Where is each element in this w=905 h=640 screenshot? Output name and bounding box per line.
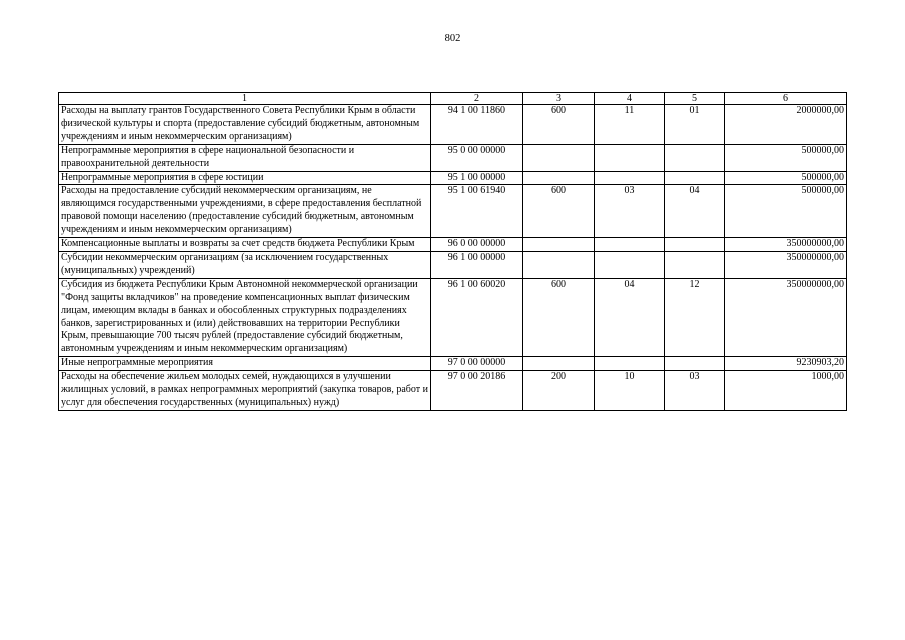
budget-table (58, 92, 847, 411)
row-name: Расходы на выплату грантов Государственного Совета Республики Крым в области физической культуры и спорта (предоставление субсидий бюджетным, автономным учреждениям и иным некоммерческим организациям) (59, 105, 431, 145)
row-target-code: 97 0 00 20186 (431, 371, 523, 411)
row-target-code: 95 1 00 00000 (431, 171, 523, 185)
row-name: Непрограммные мероприятия в сфере юстиции (59, 171, 431, 185)
row-subsection (665, 357, 725, 371)
row-section (595, 357, 665, 371)
row-name: Субсидии некоммерческим организациям (за исключением государственных (муниципальных) учреждений) (59, 251, 431, 278)
row-name: Компенсационные выплаты и возвраты за счет средств бюджета Республики Крым (59, 238, 431, 252)
row-target-code: 95 1 00 61940 (431, 185, 523, 238)
row-section (595, 171, 665, 185)
row-amount: 2000000,00 (725, 105, 847, 145)
row-amount: 500000,00 (725, 185, 847, 238)
row-expense-type (523, 144, 595, 171)
table-row (59, 278, 847, 356)
row-subsection: 04 (665, 185, 725, 238)
row-name: Непрограммные мероприятия в сфере национальной безопасности и правоохранительной деятельности (59, 144, 431, 171)
row-target-code: 96 0 00 00000 (431, 238, 523, 252)
row-amount: 500000,00 (725, 171, 847, 185)
row-subsection (665, 144, 725, 171)
table-row (59, 251, 847, 278)
row-target-code: 95 0 00 00000 (431, 144, 523, 171)
table-row (59, 105, 847, 145)
row-section: 10 (595, 371, 665, 411)
row-target-code: 94 1 00 11860 (431, 105, 523, 145)
row-expense-type: 600 (523, 278, 595, 356)
row-expense-type (523, 251, 595, 278)
row-expense-type: 600 (523, 185, 595, 238)
row-target-code: 97 0 00 00000 (431, 357, 523, 371)
row-section: 11 (595, 105, 665, 145)
row-expense-type: 600 (523, 105, 595, 145)
row-section (595, 238, 665, 252)
row-subsection: 12 (665, 278, 725, 356)
table-row (59, 357, 847, 371)
row-amount: 500000,00 (725, 144, 847, 171)
row-amount: 1000,00 (725, 371, 847, 411)
row-subsection (665, 171, 725, 185)
row-name: Расходы на предоставление субсидий некоммерческим организациям, не являющимся государственными учреждениями, в сфере предоставления бесплатной правовой помощи населению (предоставление субсидий бюджетным, автономным учреждениям и иным некоммерческим организациям) (59, 185, 431, 238)
header-cell-5: 5 (665, 93, 725, 105)
row-subsection (665, 238, 725, 252)
row-subsection: 03 (665, 371, 725, 411)
row-section (595, 144, 665, 171)
row-expense-type (523, 171, 595, 185)
row-subsection: 01 (665, 105, 725, 145)
row-amount: 350000000,00 (725, 278, 847, 356)
row-expense-type: 200 (523, 371, 595, 411)
table-row (59, 238, 847, 252)
page-number: 802 (444, 33, 461, 44)
row-expense-type (523, 357, 595, 371)
row-name: Расходы на обеспечение жильем молодых семей, нуждающихся в улучшении жилищных условий, в рамках непрограммных мероприятий (закупка товаров, работ и услуг для обеспечения государственных (муниципальных) нужд) (59, 371, 431, 411)
row-target-code: 96 1 00 00000 (431, 251, 523, 278)
header-cell-6: 6 (725, 93, 847, 105)
row-section: 03 (595, 185, 665, 238)
table-row (59, 171, 847, 185)
header-cell-3: 3 (523, 93, 595, 105)
table-header-row (59, 93, 847, 105)
row-amount: 350000000,00 (725, 238, 847, 252)
row-section: 04 (595, 278, 665, 356)
header-cell-1: 1 (59, 93, 431, 105)
header-cell-2: 2 (431, 93, 523, 105)
row-section (595, 251, 665, 278)
row-subsection (665, 251, 725, 278)
row-target-code: 96 1 00 60020 (431, 278, 523, 356)
table-row (59, 371, 847, 411)
header-cell-4: 4 (595, 93, 665, 105)
table-row (59, 185, 847, 238)
row-amount: 9230903,20 (725, 357, 847, 371)
row-amount: 350000000,00 (725, 251, 847, 278)
row-name: Субсидия из бюджета Республики Крым Автономной некоммерческой организации "Фонд защиты вкладчиков" на проведение компенсационных выплат физическим лицам, имеющим вклады в банках и обособленных структурных подразделениях банков, зарегистрированных и (или) действовавших на территории Республики Крым, превышающие 700 тысяч рублей (предоставление субсидий бюджетным, автономным учреждениям и иным некоммерческим организациям) (59, 278, 431, 356)
row-name: Иные непрограммные мероприятия (59, 357, 431, 371)
row-expense-type (523, 238, 595, 252)
table-row (59, 144, 847, 171)
